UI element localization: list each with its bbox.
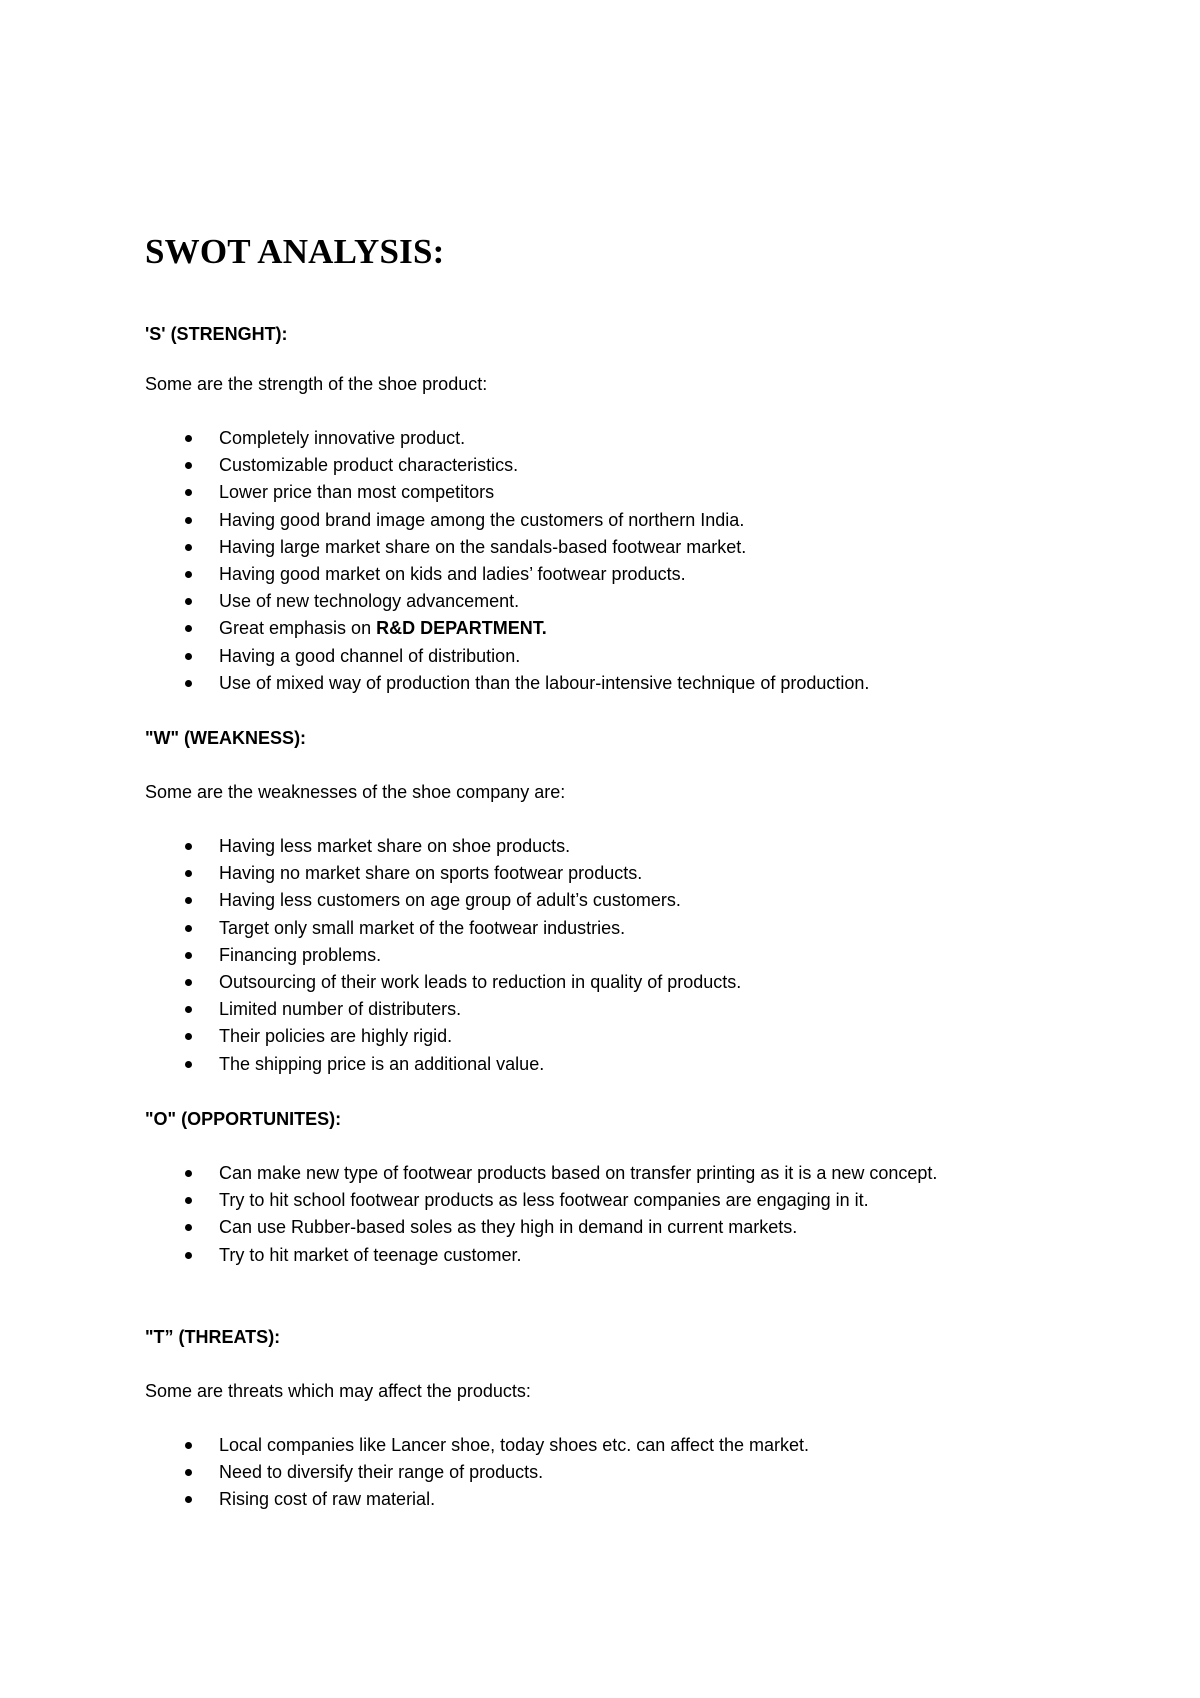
bullet-icon [185, 435, 192, 442]
list-item: Target only small market of the footwear industries. [145, 916, 741, 943]
document-title: SWOT ANALYSIS: [145, 232, 445, 271]
list-item: Financing problems. [145, 943, 741, 970]
weaknesses-heading: "W" (WEAKNESS): [145, 728, 307, 748]
bullet-icon [185, 1033, 192, 1040]
list-item: Use of mixed way of production than the labour-intensive technique of production. [145, 671, 869, 698]
bullet-icon [185, 625, 192, 632]
strengths-intro: Some are the strength of the shoe product: [145, 374, 488, 394]
bullet-icon [185, 489, 192, 496]
bullet-icon [185, 653, 192, 660]
bullet-icon [185, 1496, 192, 1503]
list-item: Limited number of distributers. [145, 997, 741, 1024]
bullet-icon [185, 462, 192, 469]
bullet-icon [185, 1469, 192, 1476]
bullet-icon [185, 870, 192, 877]
list-item: Need to diversify their range of products. [145, 1460, 809, 1487]
bullet-icon [185, 1252, 192, 1259]
list-item: Lower price than most competitors [145, 480, 869, 507]
list-item: Having good brand image among the customers of northern India. [145, 508, 869, 535]
bullet-icon [185, 1197, 192, 1204]
list-item: Use of new technology advancement. [145, 589, 869, 616]
threats-list [145, 1433, 809, 1515]
list-item: Their policies are highly rigid. [145, 1024, 741, 1051]
list-item: Having less customers on age group of adult’s customers. [145, 888, 741, 915]
opportunities-heading: "O" (OPPORTUNITES): [145, 1109, 342, 1129]
list-item: Having a good channel of distribution. [145, 644, 869, 671]
opportunities-list [145, 1161, 937, 1270]
bullet-icon [185, 843, 192, 850]
list-item: Local companies like Lancer shoe, today shoes etc. can affect the market. [145, 1433, 809, 1460]
list-item: Try to hit school footwear products as less footwear companies are engaging in it. [145, 1188, 937, 1215]
list-item: Can use Rubber-based soles as they high in demand in current markets. [145, 1215, 937, 1242]
bullet-icon [185, 571, 192, 578]
threats-heading: "T” (THREATS): [145, 1327, 281, 1347]
bullet-icon [185, 1224, 192, 1231]
list-item: Customizable product characteristics. [145, 453, 869, 480]
list-item: Having less market share on shoe products. [145, 834, 741, 861]
list-item: Try to hit market of teenage customer. [145, 1243, 937, 1270]
list-item: Great emphasis on R&D DEPARTMENT. [145, 616, 869, 643]
list-item: Having good market on kids and ladies’ footwear products. [145, 562, 869, 589]
rd-department-emphasis: R&D DEPARTMENT. [376, 618, 547, 639]
list-item: Completely innovative product. [145, 426, 869, 453]
bullet-icon [185, 1061, 192, 1068]
list-item: Outsourcing of their work leads to reduction in quality of products. [145, 970, 741, 997]
bullet-icon [185, 979, 192, 986]
list-item: Can make new type of footwear products based on transfer printing as it is a new concept. [145, 1161, 937, 1188]
strengths-list [145, 426, 869, 698]
weaknesses-intro: Some are the weaknesses of the shoe company are: [145, 782, 566, 802]
bullet-icon [185, 1006, 192, 1013]
bullet-icon [185, 1170, 192, 1177]
bullet-icon [185, 598, 192, 605]
strengths-heading: 'S' (STRENGHT): [145, 324, 288, 344]
bullet-icon [185, 544, 192, 551]
bullet-icon [185, 1442, 192, 1449]
threats-intro: Some are threats which may affect the products: [145, 1381, 531, 1401]
list-item: Rising cost of raw material. [145, 1487, 809, 1514]
bullet-icon [185, 517, 192, 524]
weaknesses-list [145, 834, 741, 1079]
list-item: The shipping price is an additional value. [145, 1052, 741, 1079]
list-item: Having large market share on the sandals-based footwear market. [145, 535, 869, 562]
bullet-icon [185, 952, 192, 959]
bullet-icon [185, 925, 192, 932]
bullet-icon [185, 680, 192, 687]
bullet-icon [185, 897, 192, 904]
list-item: Having no market share on sports footwear products. [145, 861, 741, 888]
